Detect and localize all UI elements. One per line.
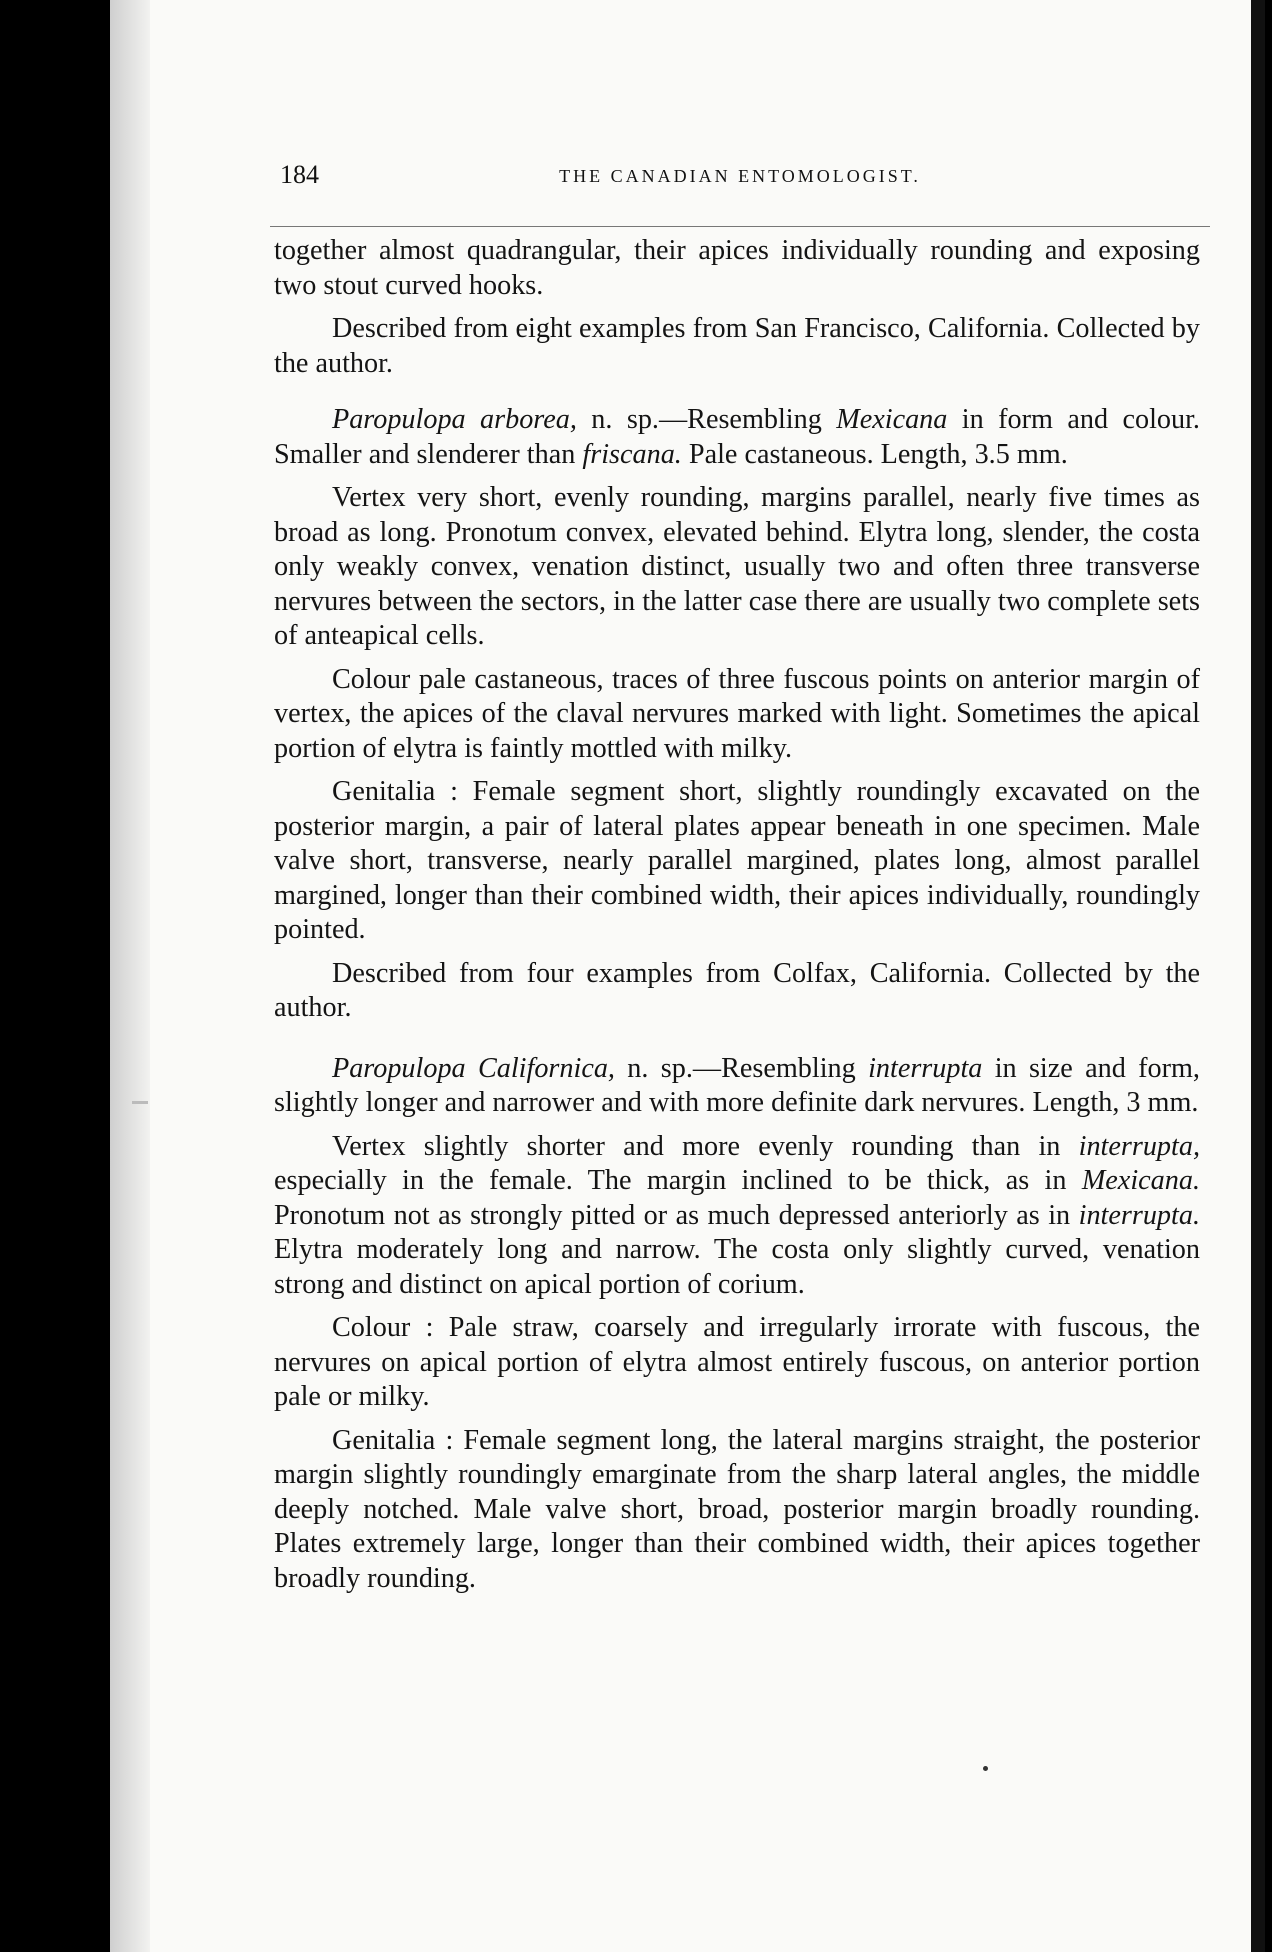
- paragraph: [274, 234, 1200, 303]
- text-run: Described from eight examples from San Francisco, California. Collected by the author.: [274, 313, 1200, 379]
- paragraph: [274, 1311, 1200, 1415]
- paragraph: [274, 481, 1200, 654]
- paragraph: [274, 1424, 1200, 1597]
- text-run: in size and form, slightly longer and narrower and with more definite dark nervures. Length, 3 mm.: [274, 1052, 1200, 1118]
- page-gutter: [110, 0, 150, 1952]
- text-run: Genitalia : Female segment long, the lateral margins straight, the posterior margin slightly roundingly emarginate from the sharp lateral angles, the middle deeply notched. Male valve short, broad, posterior margin broadly rounding. Plates extremely large, longer than their combined width, their apices together broadly rounding.: [274, 1424, 1200, 1594]
- text-run: in form and colour. Smaller and slenderer than: [274, 404, 1200, 470]
- species-name: Mexicana: [836, 404, 948, 435]
- species-description-arborea: [274, 403, 1200, 472]
- species-name: Mexicana.: [1081, 1165, 1200, 1196]
- text-run: together almost quadrangular, their apices individually rounding and exposing two stout curved hooks.: [274, 235, 1200, 301]
- text-run: n. sp.—Resembling: [614, 1052, 869, 1084]
- species-name: friscana.: [582, 438, 682, 470]
- paragraph: [274, 663, 1200, 767]
- body-text: [274, 234, 1200, 1605]
- page-right-edge: [1251, 0, 1265, 1952]
- species-name: interrupta.: [1078, 1199, 1200, 1231]
- text-run: Vertex slightly shorter and more evenly rounding than in: [332, 1130, 1079, 1162]
- paragraph: [274, 775, 1200, 948]
- text-run: Pronotum not as strongly pitted or as much depressed anteriorly as in: [274, 1199, 1079, 1231]
- text-run: Colour pale castaneous, traces of three fuscous points on anterior margin of vertex, the apices of the claval nervures marked with light. Sometimes the apical portion of elytra is faintly mottled with milky.: [274, 663, 1200, 764]
- text-run: Pale castaneous. Length, 3.5 mm.: [681, 438, 1068, 470]
- text-run: Elytra moderately long and narrow. The costa only slightly curved, venation strong and distinct on apical portion of corium.: [274, 1234, 1200, 1300]
- paragraph: [274, 1130, 1200, 1303]
- text-run: Colour : Pale straw, coarsely and irregularly irrorate with fuscous, the nervures on apical portion of elytra almost entirely fuscous, on anterior portion pale or milky.: [274, 1312, 1200, 1412]
- text-run: Genitalia : Female segment short, slightly roundingly excavated on the posterior margin, a pair of lateral plates appear beneath in one specimen. Male valve short, transverse, nearly parallel margined, plates long, almost parallel margined, longer than their combined width, their apices individually, roundingly pointed.: [274, 776, 1200, 945]
- text-run: n. sp.—Resembling: [576, 404, 837, 435]
- species-name: Paropulopa arborea,: [332, 404, 577, 435]
- species-name: Paropulopa Californica,: [332, 1052, 615, 1084]
- text-run: especially in the female. The margin inclined to be thick, as in: [274, 1165, 1082, 1196]
- scan-mark: [132, 1101, 148, 1104]
- header-rule: [270, 226, 1210, 227]
- ink-speck: [983, 1766, 988, 1771]
- species-name: interrupta,: [1078, 1130, 1200, 1162]
- running-head: [280, 160, 1200, 200]
- journal-title: THE CANADIAN ENTOMOLOGIST.: [559, 166, 921, 186]
- species-description-californica: [274, 1052, 1200, 1121]
- paragraph: [274, 312, 1200, 381]
- page-number: 184: [280, 160, 319, 189]
- text-run: Described from four examples from Colfax, California. Collected by the author.: [274, 957, 1200, 1023]
- text-run: Vertex very short, evenly rounding, margins parallel, nearly five times as broad as long. Pronotum convex, elevated behind. Elytra long, slender, the costa only weakly convex, venation distinct, usually two and often three transverse nervures between the sectors, in the latter case there are usually two complete sets of anteapical cells.: [274, 482, 1200, 651]
- paragraph: [274, 957, 1200, 1026]
- species-name: interrupta: [868, 1052, 983, 1084]
